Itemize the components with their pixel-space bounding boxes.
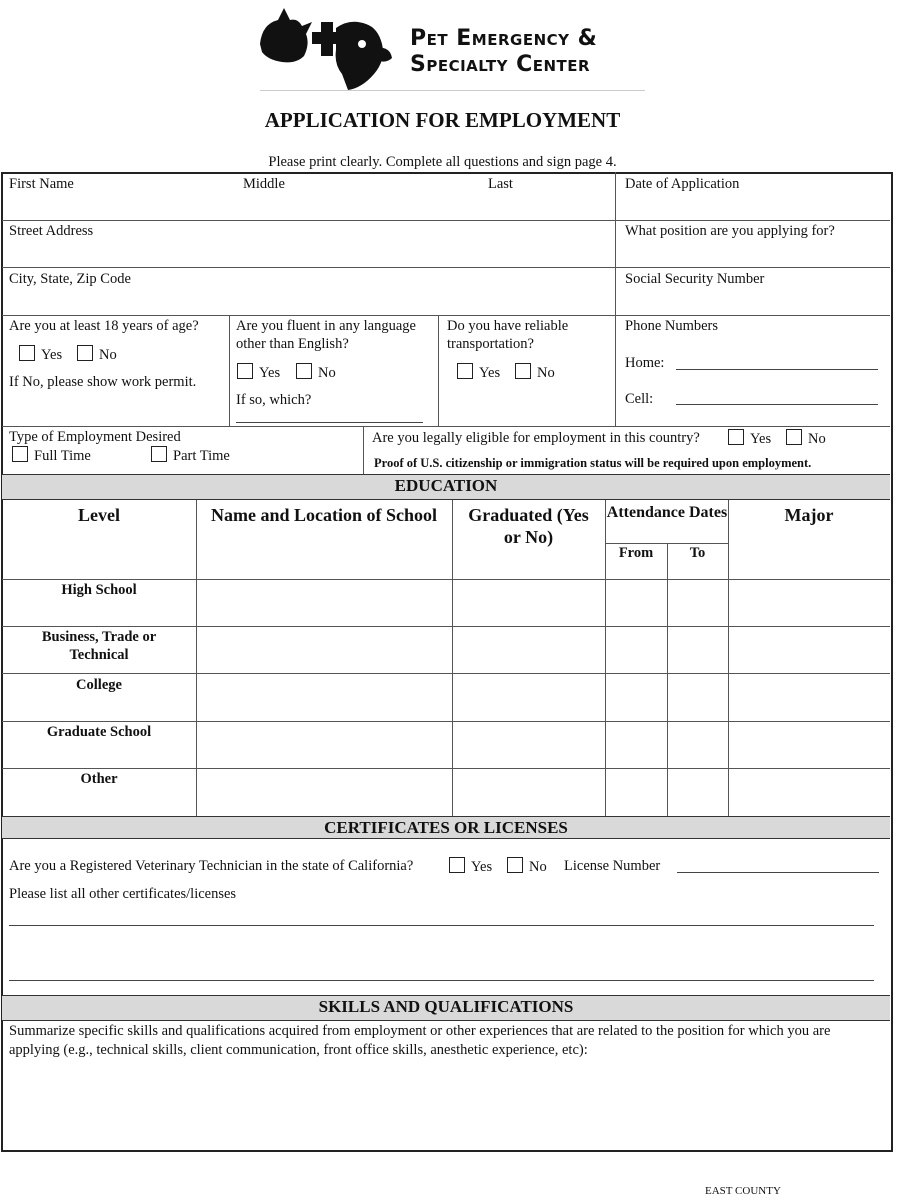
- first-name-label: First Name: [9, 176, 74, 192]
- education-header: EDUCATION: [2, 474, 890, 500]
- proof-note: Proof of U.S. citizenship or immigration status will be required upon employment.: [374, 456, 812, 470]
- certificates-line-1[interactable]: [9, 925, 874, 926]
- full-time-option[interactable]: Full Time: [12, 446, 91, 465]
- footer-location: EAST COUNTY: [705, 1185, 781, 1197]
- age-yes-option[interactable]: Yes: [19, 345, 62, 364]
- age-no-option[interactable]: No: [77, 345, 117, 364]
- col-to: To: [689, 545, 706, 561]
- transport-no-checkbox[interactable]: [515, 363, 531, 379]
- city-state-zip-label: City, State, Zip Code: [9, 271, 131, 287]
- skills-header: SKILLS AND QUALIFICATIONS: [2, 995, 890, 1021]
- license-number-field[interactable]: [677, 872, 879, 873]
- edu-row-high-school: High School: [61, 582, 137, 598]
- rvt-question: Are you a Registered Veterinary Technician in the state of California?: [9, 858, 414, 874]
- home-phone-field[interactable]: [676, 369, 878, 370]
- logo-divider: [260, 90, 645, 91]
- certificates-line-2[interactable]: [9, 980, 874, 981]
- instruction-text: Please print clearly. Complete all questions and sign page 4.: [268, 154, 617, 170]
- home-phone-label: Home:: [625, 355, 665, 371]
- cell-phone-label: Cell:: [625, 391, 654, 407]
- page-title: APPLICATION FOR EMPLOYMENT: [264, 108, 621, 132]
- age-question: Are you at least 18 years of age?: [9, 318, 199, 334]
- transport-yes-option[interactable]: Yes: [457, 363, 500, 382]
- transport-yes-checkbox[interactable]: [457, 363, 473, 379]
- last-name-label: Last: [488, 176, 513, 192]
- skills-prompt: Summarize specific skills and qualifications acquired from employment or other experiences that are related to the position for which you are applying (e.g., technical skills, client communication, front office skills, anesthetic experience, etc):: [9, 1023, 831, 1058]
- language-no-checkbox[interactable]: [296, 363, 312, 379]
- employment-type-label: Type of Employment Desired: [9, 429, 181, 445]
- eligible-no-checkbox[interactable]: [786, 429, 802, 445]
- col-major: Major: [784, 505, 834, 525]
- edu-row-college: College: [76, 677, 122, 693]
- certificates-header: CERTIFICATES OR LICENSES: [2, 816, 890, 839]
- part-time-option[interactable]: Part Time: [151, 446, 230, 465]
- date-of-application-label: Date of Application: [625, 176, 740, 192]
- ssn-label: Social Security Number: [625, 271, 765, 287]
- edu-row-business: Business, Trade or Technical: [41, 629, 157, 663]
- phone-numbers-label: Phone Numbers: [625, 318, 719, 334]
- eligibility-question: Are you legally eligible for employment in this country?: [372, 430, 700, 446]
- age-yes-checkbox[interactable]: [19, 345, 35, 361]
- rvt-yes-checkbox[interactable]: [449, 857, 465, 873]
- language-question-line1: Are you fluent in any language: [236, 318, 416, 334]
- language-no-option[interactable]: No: [296, 363, 336, 382]
- middle-name-label: Middle: [243, 176, 285, 192]
- edu-row-other: Other: [80, 771, 118, 787]
- language-which-field[interactable]: [236, 422, 423, 423]
- edu-row-graduate: Graduate School: [46, 724, 152, 740]
- language-question-line2: other than English?: [236, 336, 349, 352]
- eligible-no-option[interactable]: No: [786, 429, 826, 448]
- position-label: What position are you applying for?: [625, 223, 835, 239]
- logo: [250, 4, 650, 94]
- other-certificates-label: Please list all other certificates/licenses: [9, 886, 237, 902]
- col-attendance: Attendance Dates: [606, 504, 728, 521]
- street-address-label: Street Address: [9, 223, 94, 239]
- col-level: Level: [78, 505, 120, 525]
- age-no-checkbox[interactable]: [77, 345, 93, 361]
- eligible-yes-option[interactable]: Yes: [728, 429, 771, 448]
- eligible-yes-checkbox[interactable]: [728, 429, 744, 445]
- transport-question-line2: transportation?: [447, 336, 534, 352]
- logo-text-line2: Specialty Center: [410, 52, 591, 77]
- part-time-checkbox[interactable]: [151, 446, 167, 462]
- rvt-no-checkbox[interactable]: [507, 857, 523, 873]
- cell-phone-field[interactable]: [676, 404, 878, 405]
- col-school: Name and Location of School: [210, 505, 437, 525]
- col-graduated: Graduated (Yes or No): [468, 505, 589, 547]
- col-from: From: [618, 545, 654, 561]
- skills-answer-area[interactable]: [9, 1064, 881, 1144]
- language-which-label: If so, which?: [236, 392, 312, 408]
- rvt-yes-option[interactable]: Yes: [449, 857, 492, 876]
- age-note: If No, please show work permit.: [9, 374, 197, 390]
- language-yes-option[interactable]: Yes: [237, 363, 280, 382]
- license-number-label: License Number: [564, 858, 661, 874]
- transport-no-option[interactable]: No: [515, 363, 555, 382]
- pet-logo-icon: [250, 4, 400, 94]
- language-yes-checkbox[interactable]: [237, 363, 253, 379]
- logo-text-line1: Pet Emergency &: [410, 26, 598, 51]
- transport-question-line1: Do you have reliable: [447, 318, 569, 334]
- rvt-no-option[interactable]: No: [507, 857, 547, 876]
- full-time-checkbox[interactable]: [12, 446, 28, 462]
